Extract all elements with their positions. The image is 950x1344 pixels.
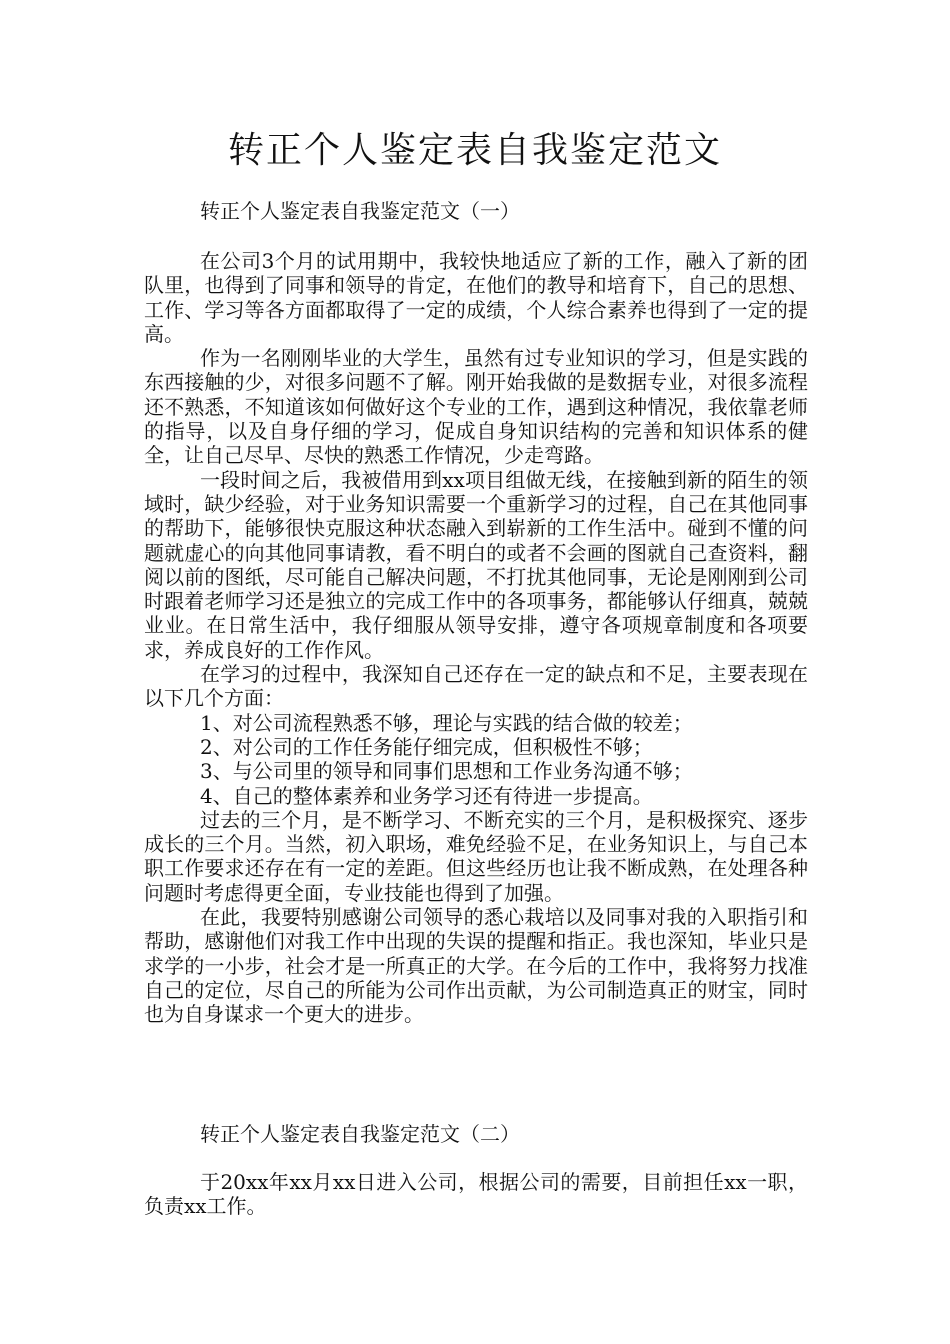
- paragraph: 一段时间之后，我被借用到xx项目组做无线，在接触到新的陌生的领域时，缺少经验，对于业务知识需要一个重新学习的过程，自己在其他同事的帮助下，能够很快克服这种状态融入到崭新的工作生活中。碰到不懂的问题就虚心的向其他同事请教，看不明白的或者不会画的图就自己查资料，翻阅以前的图纸，尽可能自己解决问题，不打扰其他同事，无论是刚刚到公司时跟着老师学习还是独立的完成工作中的各项事务，都能够认仔细真，兢兢业业。在日常生活中，我仔细服从领导安排，遵守各项规章制度和各项要求，养成良好的工作作风。: [144, 467, 808, 662]
- document-title: 转正个人鉴定表自我鉴定范文: [227, 130, 722, 171]
- list-item: 2、对公司的工作任务能仔细完成，但积极性不够；: [200, 734, 653, 759]
- section-one-body: [144, 249, 808, 1027]
- list-item: 1、对公司流程熟悉不够，理论与实践的结合做的较差；: [200, 710, 693, 735]
- list-item: 4、自己的整体素养和业务学习还有待进一步提高。: [200, 783, 653, 808]
- section-two-body: [144, 1170, 808, 1219]
- paragraph: 在学习的过程中，我深知自己还存在一定的缺点和不足，主要表现在以下几个方面：: [144, 662, 808, 711]
- paragraph: 在公司3个月的试用期中，我较快地适应了新的工作，融入了新的团队里，也得到了同事和领导的肯定，在他们的教导和培育下，自己的思想、工作、学习等各方面都取得了一定的成绩，个人综合素养也得到了一定的提高。: [144, 249, 808, 346]
- list-item: 3、与公司里的领导和同事们思想和工作业务沟通不够；: [200, 759, 693, 784]
- section-heading-two: 转正个人鉴定表自我鉴定范文（二）: [200, 1122, 520, 1146]
- paragraph: 过去的三个月，是不断学习、不断充实的三个月，是积极探究、逐步成长的三个月。当然，初入职场，难免经验不足，在业务知识上，与自己本职工作要求还存在有一定的差距。但这些经历也让我不断成熟，在处理各种问题时考虑得更全面，专业技能也得到了加强。: [144, 807, 808, 905]
- paragraph: 作为一名刚刚毕业的大学生，虽然有过专业知识的学习，但是实践的东西接触的少，对很多问题不了解。刚开始我做的是数据专业，对很多流程还不熟悉，不知道该如何做好这个专业的工作，遇到这种情况，我依靠老师的指导，以及自身仔细的学习，促成自身知识结构的完善和知识体系的健全，让自己尽早、尽快的熟悉工作情况，少走弯路。: [144, 346, 808, 468]
- paragraph: 在此，我要特别感谢公司领导的悉心栽培以及同事对我的入职指引和帮助，感谢他们对我工作中出现的失误的提醒和指正。我也深知，毕业只是求学的一小步，社会才是一所真正的大学。在今后的工作中，我将努力找准自己的定位，尽自己的所能为公司作出贡献，为公司制造真正的财宝，同时也为自身谋求一个更大的进步。: [144, 905, 808, 1027]
- section-heading-one: 转正个人鉴定表自我鉴定范文（一）: [200, 199, 520, 223]
- paragraph: 于20xx年xx月xx日进入公司，根据公司的需要，目前担任xx一职，负责xx工作。: [144, 1170, 808, 1219]
